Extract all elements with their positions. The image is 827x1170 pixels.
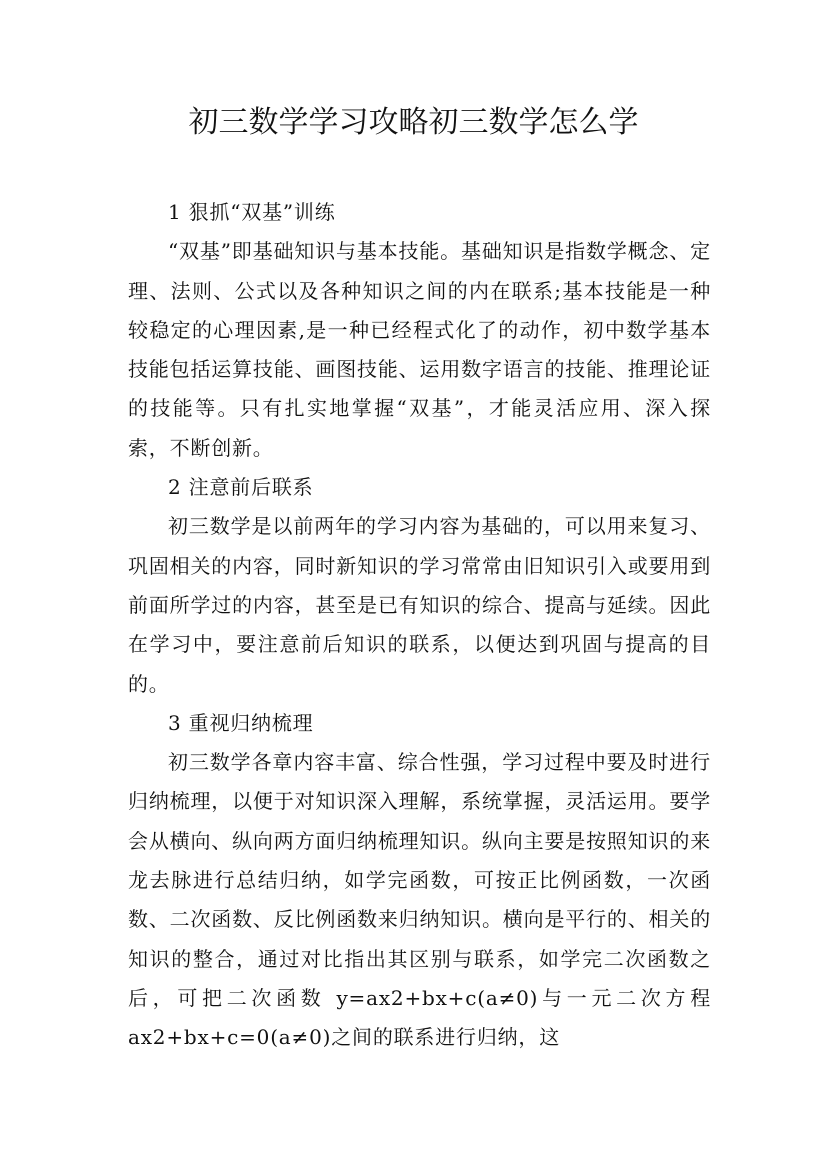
section-paragraph-3: 初三数学各章内容丰富、综合性强，学习过程中要及时进行归纳梳理，以便于对知识深入理解，系统掌握，灵活运用。要学会从横向、纵向两方面归纳梳理知识。纵向主要是按照知识的来龙去脉进行总结归纳，如学完函数，可按正比例函数，一次函数、二次函数、反比例函数来归纳知识。横向是平行的、相关的知识的整合，通过对比指出其区别与联系，如学完二次函数之后，可把二次函数 y=ax2+bx+c(a≠0)与一元二次方程 ax2+bx+c=0(a≠0)之间的联系进行归纳，这 xyxy=(128,750,711,1050)
section-paragraph-2: 初三数学是以前两年的学习内容为基础的，可以用来复习、巩固相关的内容，同时新知识的学习常常由旧知识引入或要用到前面所学过的内容，甚至是已有知识的综合、提高与延续。因此在学习中，要注意前后知识的联系，以便达到巩固与提高的目的。 xyxy=(128,514,711,696)
section-heading-2: 2 注意前后联系 xyxy=(168,475,314,500)
section-paragraph-1: “双基”即基础知识与基本技能。基础知识是指数学概念、定理、法则、公式以及各种知识之间的内在联系;基本技能是一种较稳定的心理因素,是一种已经程式化了的动作，初中数学基本技能包括运算技能、画图技能、运用数字语言的技能、推理论证的技能等。只有扎实地掌握“双基”，才能灵活应用、深入探索，不断创新。 xyxy=(128,239,711,460)
document-title: 初三数学学习攻略初三数学怎么学 xyxy=(188,105,639,140)
document-body xyxy=(128,193,711,1058)
section-heading-3: 3 重视归纳梳理 xyxy=(168,710,314,735)
section-heading-1: 1 狠抓“双基”训练 xyxy=(168,200,336,224)
